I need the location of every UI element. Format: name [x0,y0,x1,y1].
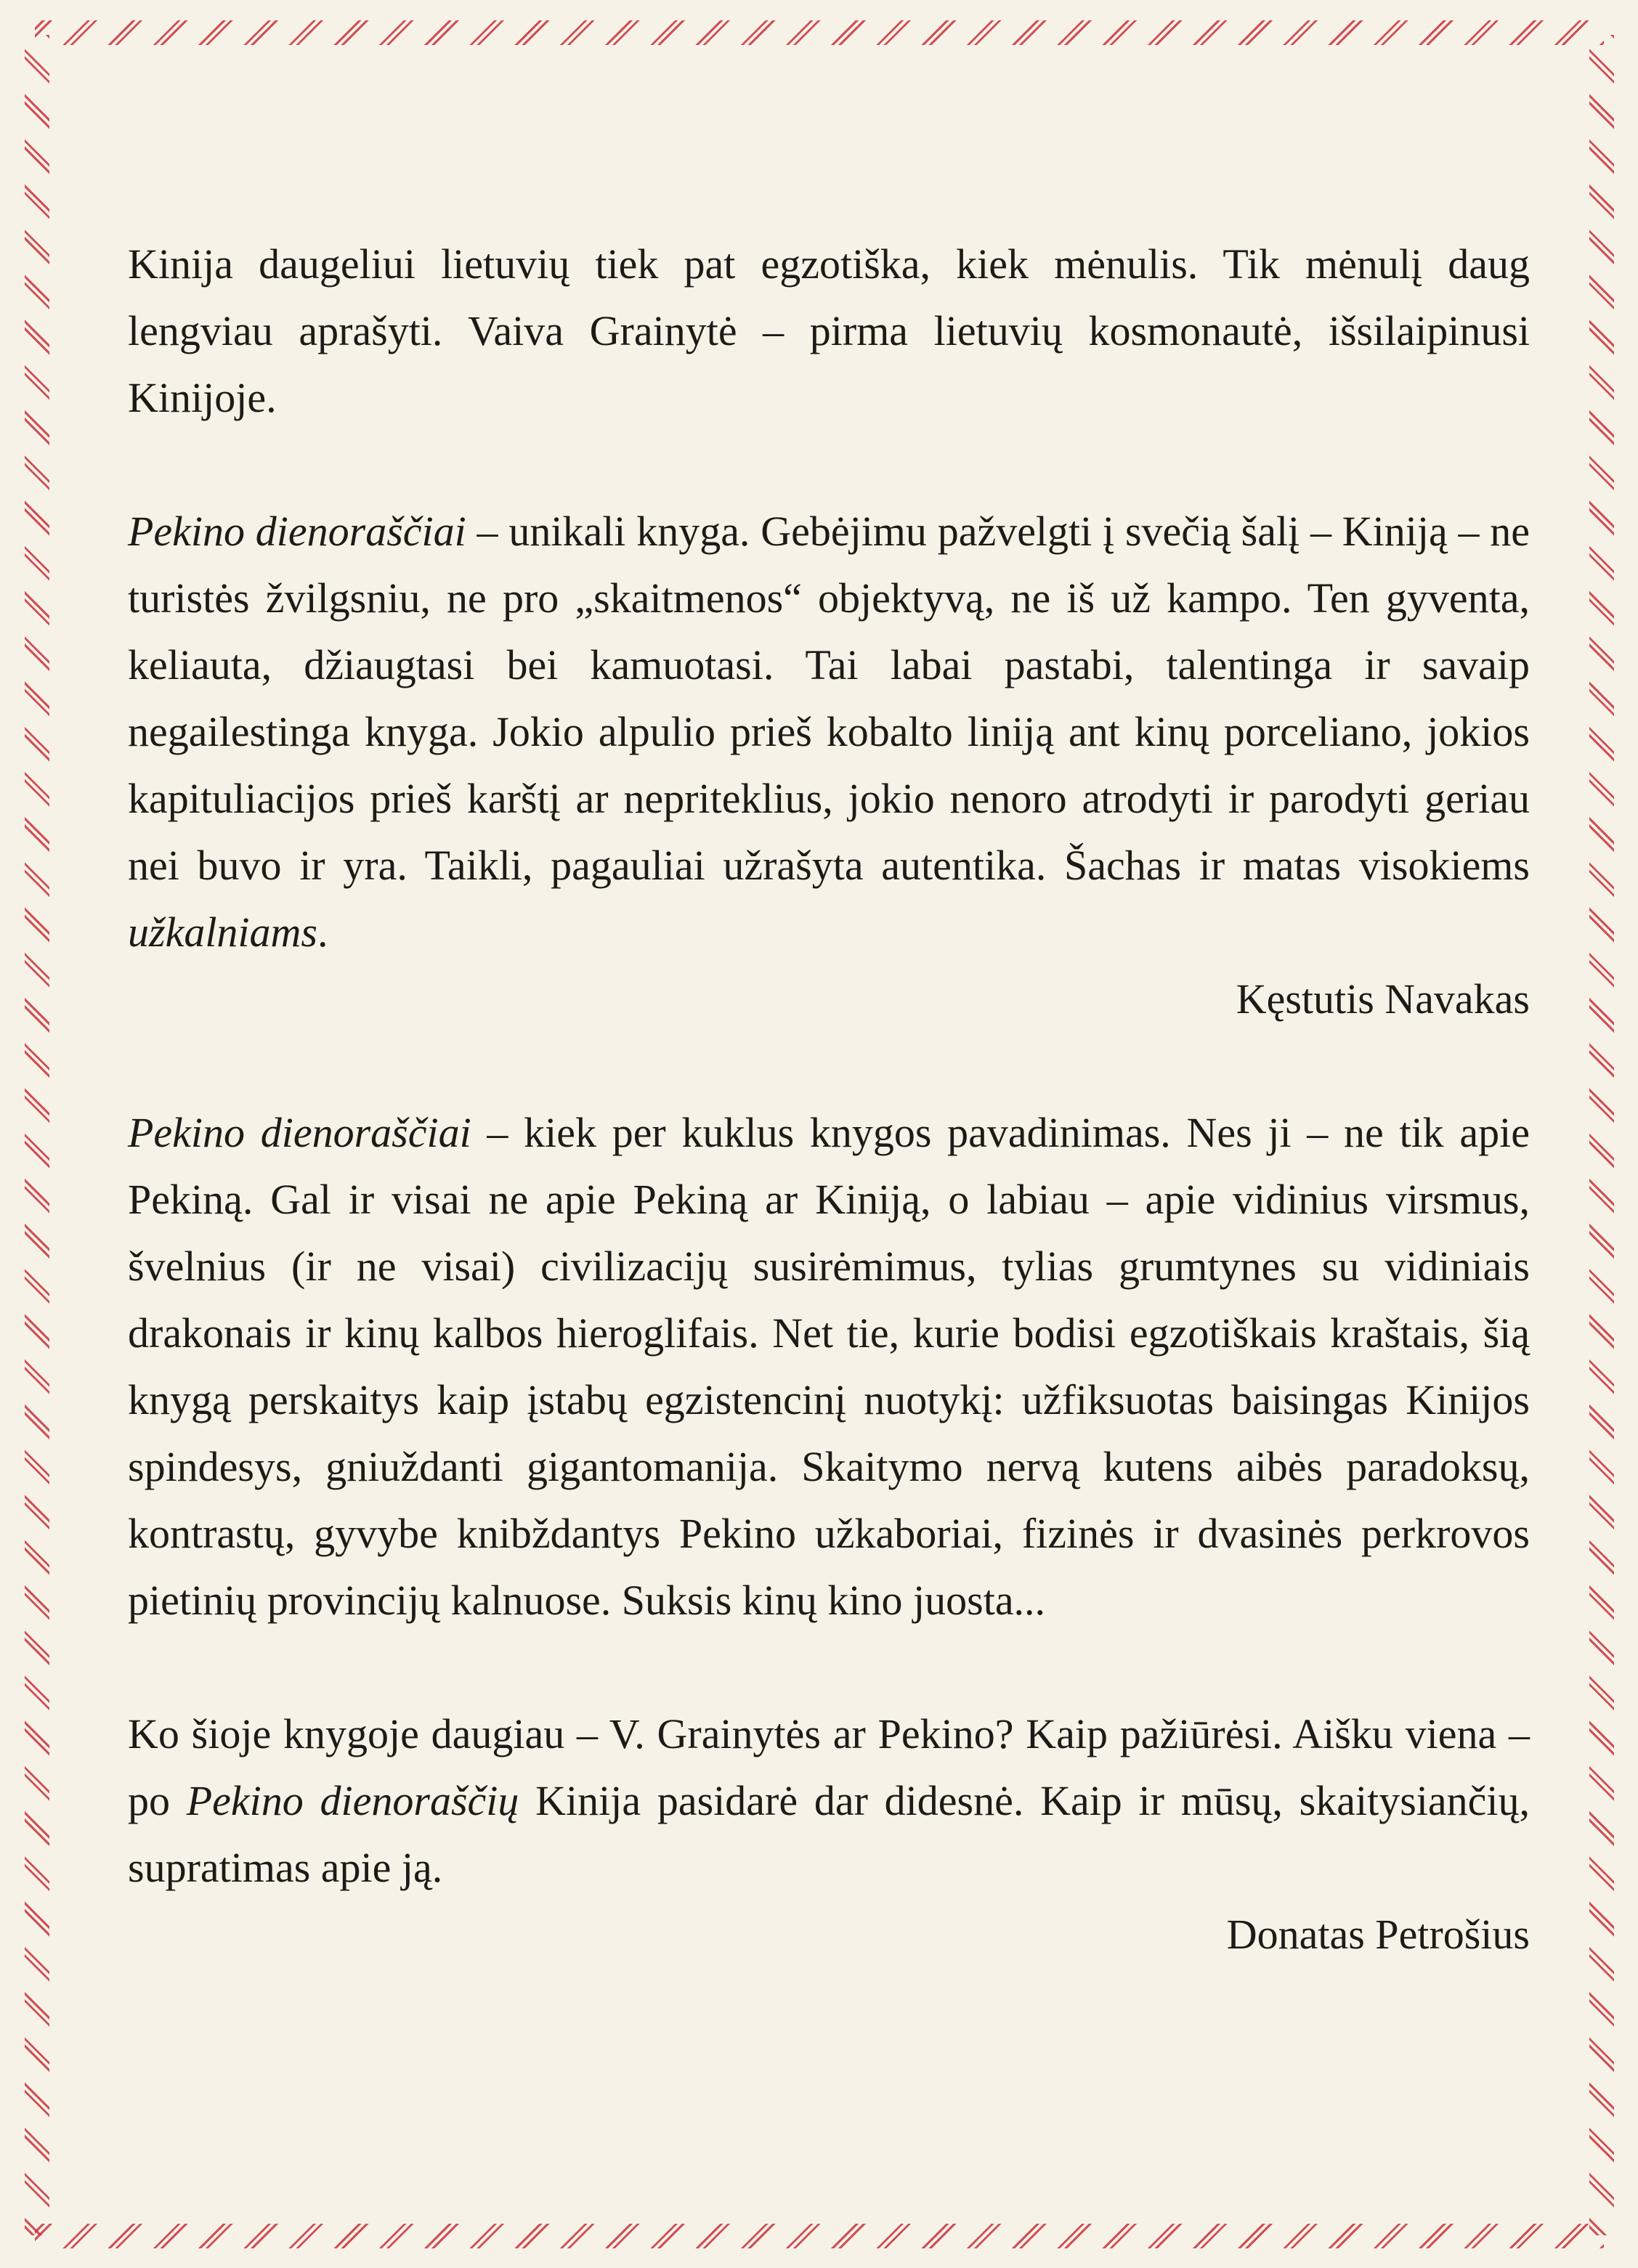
review-navakas-text: – unikali knyga. Gebėjimu pažvelgti į svečią šalį – Kiniją – ne turistės žvilgsniu, ne pro „skaitmenos“ objektyvą, ne iš už kampo. Ten gyventa, keliauta, džiaugtasi bei kamuotasi. Tai labai pastabi, talentinga ir savaip negailestinga knyga. Jokio alpulio prieš kobalto liniją ant kinų porceliano, jokios kapituliacijos prieš karštį ar nepriteklius, jokio nenoro atrodyti ir parodyti geriau nei buvo ir yra. Taikli, pagauliai užrašyta autentika. Šachas ir matas visokiems [128,508,1530,889]
decorative-border-top [35,20,1604,45]
decorative-border-left [25,35,49,2235]
review-petrosius-text: – kiek per kuklus knygos pavadinimas. Nes ji – ne tik apie Pekiną. Gal ir visai ne apie Pekiną ar Kiniją, o labiau – apie vidinius virsmus, švelnius (ir ne visai) civilizacijų susirėmimus, tylias grumtynes su vidiniais drakonais ir kinų kalbos hieroglifais. Net tie, kurie bodisi egzotiškais kraštais, šią knygą perskaitys kaip įstabų egzistencinį nuotykį: užfiksuotas baisingas Kinijos spindesys, gniuždanti gigantomanija. Skaitymo nervą kutens aibės paradoksų, kontrastų, gyvybe knibždantys Pekino užkaboriai, fizinės ir dvasinės perkrovos pietinių provincijų kalnuose. Suksis kinų kino juosta... [128,1109,1530,1624]
paragraph-review-navakas [128,498,1530,966]
paragraph-intro [128,231,1530,431]
decorative-border-bottom [35,2224,1604,2248]
signature-navakas: Kęstutis Navakas [1236,975,1530,1023]
closing-text-end: Kinija pasidarė dar didesnė. Kaip ir mūsų, skaitysiančių, supratimas apie ją. [128,1777,1530,1891]
blurb-text [128,231,1530,1968]
period: . [317,909,328,956]
book-title-italic: Pekino dienoraščiai [128,1109,471,1156]
paragraph-gap [128,431,1530,498]
decorative-border-right [1589,35,1614,2235]
signature-petrosius: Donatas Petrošius [1226,1911,1530,1958]
paragraph-gap [128,1634,1530,1701]
paragraph-gap [128,1033,1530,1100]
book-title-italic: Pekino dienoraščių [186,1777,519,1824]
book-title-italic: Pekino dienoraščiai [128,508,466,555]
paragraph-review-petrosius [128,1100,1530,1634]
paragraph-closing [128,1701,1530,1901]
italic-word: užkalniams [128,909,317,956]
closing-text-start: Ko šioje knygoje daugiau – V. Grainytės ar Pekino? Kaip pažiūrėsi. Aišku viena – po [128,1710,1530,1824]
paragraph-intro-text: Kinija daugeliui lietuvių tiek pat egzotiška, kiek mėnulis. Tik mėnulį daug lengviau aprašyti. Vaiva Grainytė – pirma lietuvių kosmonautė, išsilaipinusi Kinijoje. [128,240,1530,421]
